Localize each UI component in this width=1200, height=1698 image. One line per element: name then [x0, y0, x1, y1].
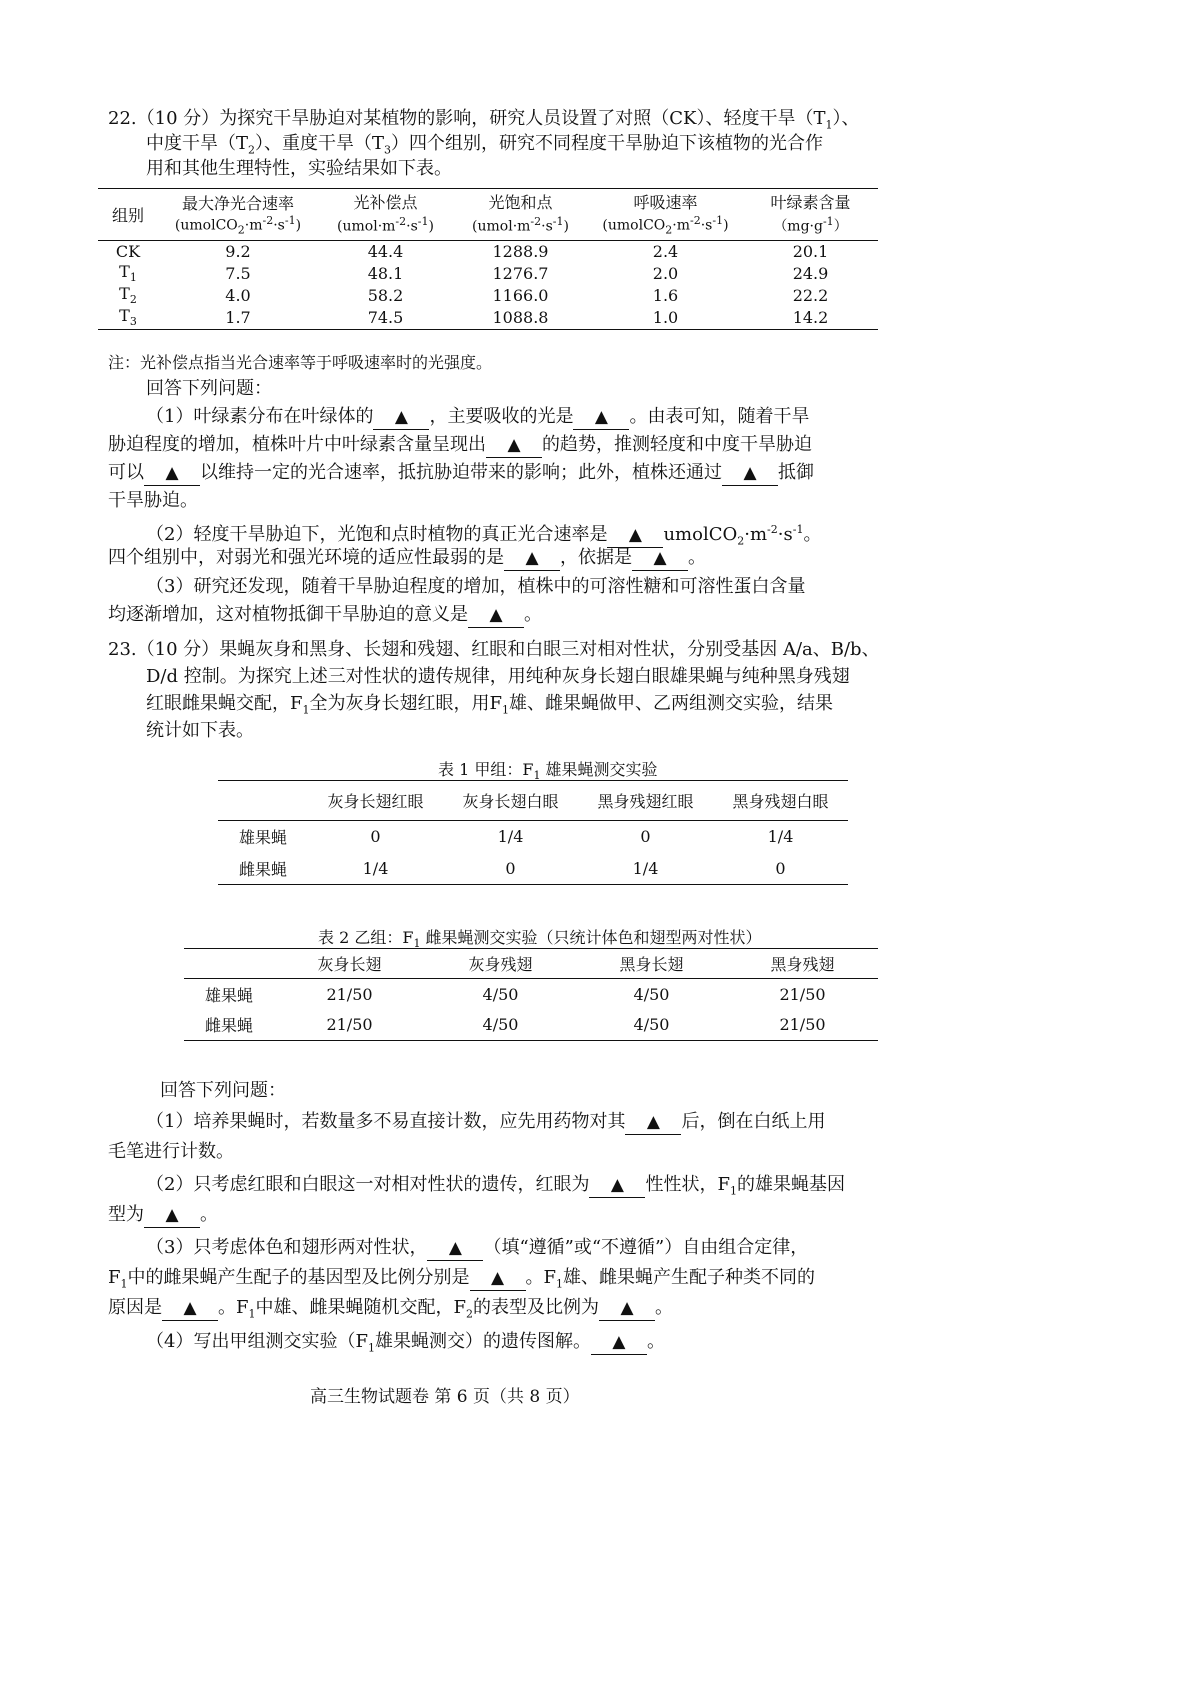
header-cell: 灰身长翅	[317, 955, 382, 974]
q23-intro-line4: 统计如下表。	[146, 720, 254, 741]
table-cell: 58.2	[367, 285, 404, 305]
table-cell: 21/50	[326, 1015, 373, 1035]
answer-blank[interactable]: ▲	[373, 405, 429, 430]
table-cell: 雌果蝇	[238, 859, 287, 879]
answer-blank[interactable]: ▲	[589, 1173, 645, 1198]
table-cell: $T_3$	[119, 306, 137, 329]
header-chlorophyll: 叶绿素含量	[770, 193, 851, 212]
q22-p2-line1: （2）轻度干旱胁迫下，光饱和点时植物的真正光合速率是 ▲ $umolCO_2\cdot m^{-2}\cdot s^{-1}$。	[146, 523, 822, 548]
answer-blank[interactable]: ▲	[427, 1236, 483, 1261]
table-cell: 1/4	[632, 858, 659, 878]
table-cell: 1276.7	[492, 263, 549, 283]
table-cell: 0	[505, 858, 516, 878]
answer-blank[interactable]: ▲	[591, 1330, 647, 1355]
unit-cell: $(umolCO_2\cdot m^{-2}\cdot s^{-1})$	[174, 214, 302, 237]
q23-table1	[218, 780, 848, 885]
header-group: 组别	[111, 206, 144, 226]
table-cell: 1.6	[652, 285, 679, 305]
unit-cell: $(umol\cdot m^{-2}\cdot s^{-1})$	[337, 215, 434, 236]
table-cell: 24.9	[792, 263, 829, 283]
table-cell: 4/50	[482, 1015, 519, 1035]
header-compensation: 光补偿点	[353, 193, 418, 212]
table-cell: 1/4	[497, 827, 524, 847]
table-cell: 0	[640, 827, 651, 847]
q23-p3-line2: $F_1$中的雌果蝇产生配子的基因型及比例分别是 ▲ 。$F_1$雄、雌果蝇产生配子种类不同的	[108, 1267, 815, 1291]
q22-intro-line3: 用和其他生理特性，实验结果如下表。	[146, 158, 452, 179]
table-cell: 1.0	[652, 307, 679, 327]
unit-cell: $(mg\cdot g^{-1})$	[773, 214, 848, 235]
header-cell: 灰身残翅	[468, 955, 533, 974]
table-cell: 1288.9	[492, 242, 549, 262]
table-row	[184, 1010, 878, 1041]
q23-p3-line1: （3）只考虑体色和翅形两对性状， ▲ （填“遵循”或“不遵循”）自由组合定律，	[146, 1236, 808, 1261]
table-cell: 2.4	[652, 242, 679, 262]
answer-blank[interactable]: ▲	[632, 546, 688, 571]
unit-cell: $(umol\cdot m^{-2}\cdot s^{-1})$	[472, 215, 569, 236]
table-row	[218, 821, 848, 853]
answer-blank[interactable]: ▲	[504, 546, 560, 571]
table-cell: 雌果蝇	[204, 1016, 253, 1036]
table-cell: 4/50	[482, 984, 519, 1004]
table-cell: 44.4	[367, 242, 404, 262]
q22-data-table	[98, 188, 878, 330]
table-row	[184, 979, 878, 1010]
table-cell: $T_2$	[119, 284, 137, 307]
table-row	[98, 241, 878, 262]
table-header-row	[218, 781, 848, 821]
q22-p1-line3: 可以 ▲ 以维持一定的光合速率，抵抗胁迫带来的影响；此外，植株还通过 ▲ 抵御	[108, 461, 814, 486]
q23-answer-prompt: 回答下列问题：	[160, 1080, 286, 1101]
header-cell: 黑身残翅	[770, 955, 835, 974]
table-cell: 9.2	[225, 242, 251, 262]
q23-table2	[184, 948, 878, 1041]
q23-intro-line2: D/d 控制。为探究上述三对性状的遗传规律，用纯种灰身长翅白眼雄果蝇与纯种黑身残翅	[146, 666, 850, 687]
header-respiration: 呼吸速率	[633, 193, 698, 212]
table-cell: $T_1$	[119, 261, 137, 285]
q23-intro-line1: 23.（10 分）果蝇灰身和黑身、长翅和残翅、红眼和白眼三对相对性状，分别受基因 A/a、B/b、	[108, 639, 880, 660]
answer-blank[interactable]: ▲	[722, 461, 778, 486]
header-cell: 灰身长翅红眼	[327, 792, 424, 811]
q23-p1-line1: （1）培养果蝇时，若数量多不易直接计数，应先用药物对其 ▲ 后，倒在白纸上用	[146, 1110, 825, 1135]
header-cell: 黑身残翅白眼	[732, 792, 829, 811]
table-cell: CK	[115, 242, 141, 262]
table-cell: 1.7	[225, 307, 251, 327]
header-cell: 黑身残翅红眼	[597, 792, 694, 811]
answer-blank[interactable]: ▲	[468, 603, 524, 628]
table-row	[98, 284, 878, 306]
table-cell: 雄果蝇	[238, 828, 287, 848]
q23-p3-line3: 原因是 ▲ 。$F_1$中雄、雌果蝇随机交配，$F_2$的表型及比例为 ▲ 。	[108, 1297, 673, 1321]
table-cell: 4/50	[633, 1015, 670, 1035]
table-cell: 48.1	[367, 263, 404, 283]
table-cell: 74.5	[367, 307, 404, 327]
q22-answer-prompt: 回答下列问题：	[146, 378, 272, 399]
table-cell: 22.2	[792, 285, 829, 305]
unit-cell: $(umolCO_2\cdot m^{-2}\cdot s^{-1})$	[602, 214, 729, 237]
q22-p1-line4: 干旱胁迫。	[108, 490, 198, 511]
table1-caption: 表 1 甲组：$F_1$ 雄果蝇测交实验	[438, 760, 658, 783]
q22-p2-line2: 四个组别中，对弱光和强光环境的适应性最弱的是 ▲ ，依据是 ▲ 。	[108, 546, 706, 571]
q23-p2-line1: （2）只考虑红眼和白眼这一对相对性状的遗传，红眼为 ▲ 性性状，$F_1$的雄果蝇基因	[146, 1174, 845, 1198]
answer-blank[interactable]: ▲	[144, 461, 200, 486]
answer-blank[interactable]: ▲	[162, 1296, 218, 1321]
table2-caption: 表 2 乙组：$F_1$ 雌果蝇测交实验（只统计体色和翅型两对性状）	[318, 928, 762, 951]
answer-blank[interactable]: ▲	[144, 1203, 200, 1228]
header-cell	[184, 949, 274, 979]
page-footer: 高三生物试题卷 第 6 页（共 8 页）	[310, 1387, 580, 1407]
table-unit-row	[98, 214, 878, 241]
table-cell: 21/50	[326, 984, 373, 1004]
q23-p2-line2: 型为 ▲ 。	[108, 1203, 218, 1228]
q22-p1-line2: 胁迫程度的增加，植株叶片中叶绿素含量呈现出 ▲ 的趋势，推测轻度和中度干旱胁迫	[108, 433, 812, 458]
header-cell: 黑身长翅	[619, 955, 684, 974]
q22-p3-line2: 均逐渐增加，这对植物抵御干旱胁迫的意义是 ▲ 。	[108, 603, 542, 628]
table-header-row	[184, 949, 878, 979]
q22-intro-line2: 中度干旱$(T_2)$、重度干旱$(T_3)$四个组别，研究不同程度干旱胁迫下该植物的光合作	[146, 133, 824, 157]
header-cell: 灰身长翅白眼	[462, 792, 559, 811]
q23-p1-line2: 毛笔进行计数。	[108, 1141, 234, 1162]
table-cell: 4/50	[633, 984, 670, 1004]
answer-blank[interactable]: ▲	[625, 1110, 681, 1135]
table-row	[98, 306, 878, 329]
answer-blank[interactable]: ▲	[470, 1266, 526, 1291]
answer-blank[interactable]: ▲	[607, 523, 663, 548]
header-cell	[218, 781, 308, 821]
q22-intro-line1: 22.（10 分）为探究干旱胁迫对某植物的影响，研究人员设置了对照（CK）、轻度干旱$(T_1)$、	[108, 108, 860, 132]
q22-p3-line1: （3）研究还发现，随着干旱胁迫程度的增加，植株中的可溶性糖和可溶性蛋白含量	[146, 576, 806, 597]
table-cell: 0	[775, 858, 786, 878]
q22-p1-line1: （1）叶绿素分布在叶绿体的 ▲ ，主要吸收的光是 ▲ 。由表可知，随着干旱	[146, 405, 809, 430]
table-cell: 7.5	[225, 263, 251, 283]
answer-blank[interactable]: ▲	[486, 433, 542, 458]
table-cell: 4.0	[225, 285, 251, 305]
q22-note: 注：光补偿点指当光合速率等于呼吸速率时的光强度。	[108, 353, 493, 372]
table-header-row	[98, 189, 878, 215]
table-cell: 1/4	[362, 858, 389, 878]
table-cell: 0	[370, 827, 381, 847]
answer-blank[interactable]: ▲	[573, 405, 629, 430]
q23-p4-line1: （4）写出甲组测交实验（$F_1$雄果蝇测交）的遗传图解。 ▲ 。	[146, 1331, 665, 1355]
table-cell: 14.2	[792, 307, 829, 327]
header-saturation: 光饱和点	[488, 193, 553, 212]
table-cell: 1088.8	[492, 307, 549, 327]
table-cell: 21/50	[779, 984, 826, 1004]
table-cell: 2.0	[652, 263, 679, 283]
table-cell: 21/50	[779, 1015, 826, 1035]
answer-blank[interactable]: ▲	[599, 1296, 655, 1321]
header-max-net-rate: 最大净光合速率	[181, 194, 294, 213]
table-cell: 1/4	[767, 827, 794, 847]
table-cell: 1166.0	[492, 285, 549, 305]
table-row	[98, 262, 878, 284]
table-cell: 雄果蝇	[204, 985, 253, 1005]
q23-intro-line3: 红眼雌果蝇交配，$F_1$全为灰身长翅红眼，用$F_1$雄、雌果蝇做甲、乙两组测交实验，结果	[146, 693, 833, 717]
table-cell: 20.1	[792, 242, 829, 262]
table-row	[218, 853, 848, 885]
